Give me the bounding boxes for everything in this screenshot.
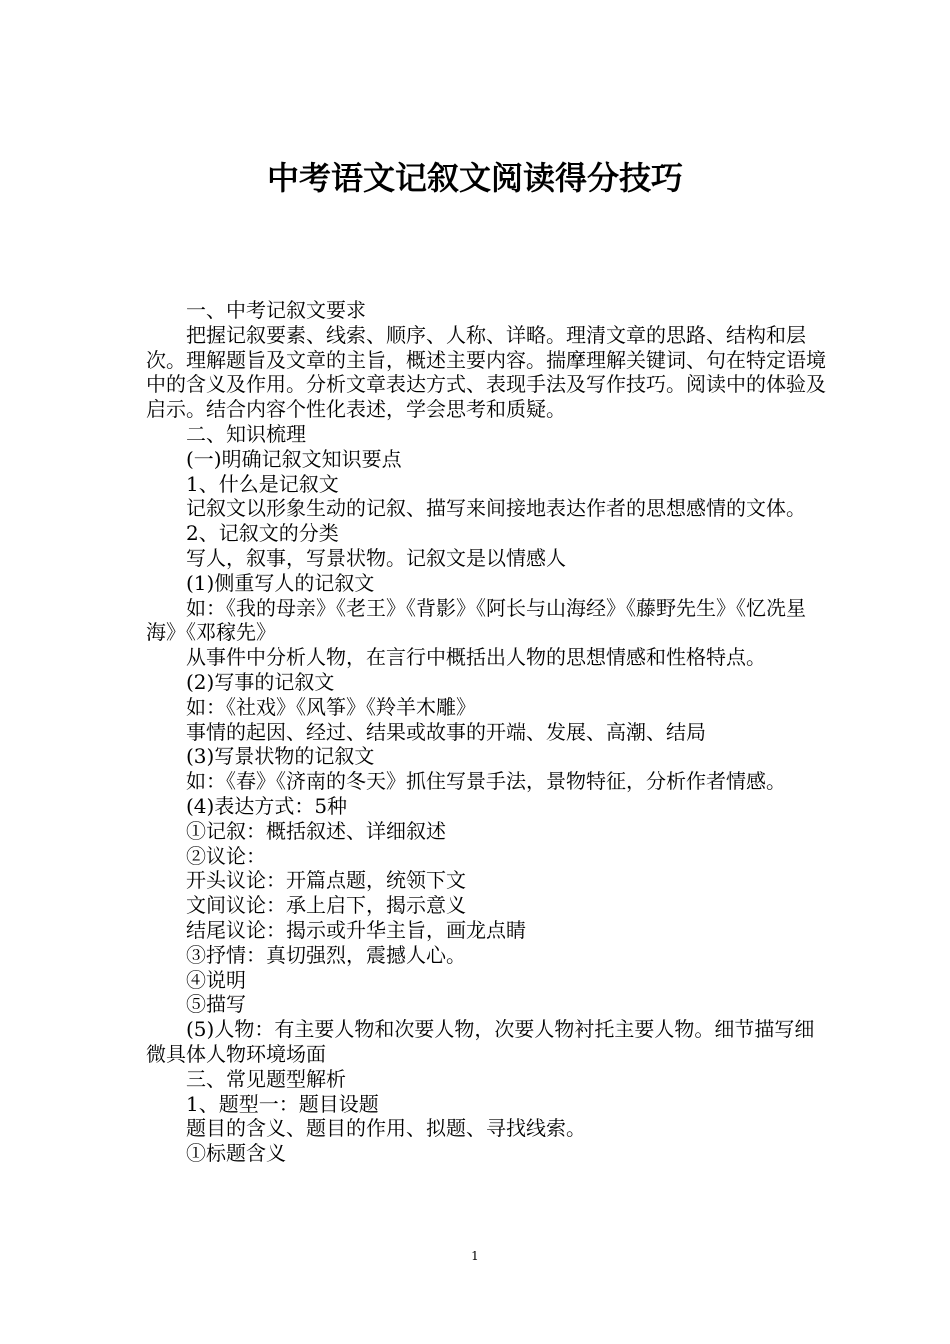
- item-heading: 1、什么是记叙文: [186, 471, 339, 496]
- list-item: ①标题含义: [186, 1141, 286, 1166]
- paragraph: 记叙文以形象生动的记叙、描写来间接地表达作者的思想感情的文体。: [186, 496, 806, 521]
- section-heading: 一、中考记叙文要求: [186, 298, 366, 322]
- item-heading: (3)写景状物的记叙文: [186, 744, 375, 769]
- paragraph: 如：《社戏》《风筝》《羚羊木雕》: [186, 694, 476, 719]
- subsection-heading: (一)明确记叙文知识要点: [186, 446, 402, 471]
- list-item: 结尾议论：揭示或升华主旨，画龙点睛: [186, 917, 526, 942]
- item-heading: 2、记叙文的分类: [186, 521, 339, 546]
- paragraph: 如：《我的母亲》《老王》《背影》《阿长与山海经》《藤野先生》《忆冼星海》《邓稼先》: [146, 595, 806, 645]
- list-item: 开头议论：开篇点题，统领下文: [186, 868, 466, 893]
- paragraph: 写人，叙事，写景状物。记叙文是以情感人: [186, 545, 566, 570]
- paragraph: 事情的起因、经过、结果或故事的开端、发展、高潮、结局: [186, 719, 706, 744]
- item-heading: (1)侧重写人的记叙文: [186, 570, 375, 595]
- page-number: 1: [471, 1249, 479, 1263]
- paragraph: 从事件中分析人物，在言行中概括出人物的思想情感和性格特点。: [186, 645, 766, 670]
- item-heading: (4)表达方式：5种: [186, 793, 348, 818]
- item-heading: (2)写事的记叙文: [186, 669, 335, 694]
- section-heading: 二、知识梳理: [186, 421, 306, 446]
- item-heading: 1、题型一：题目设题: [186, 1091, 379, 1116]
- list-item: ④说明: [186, 967, 246, 992]
- paragraph: 题目的含义、题目的作用、拟题、寻找线索。: [186, 1116, 586, 1141]
- list-item: ⑤描写: [186, 992, 246, 1017]
- paragraph: (5)人物：有主要人物和次要人物，次要人物衬托主要人物。细节描写细微具体人物环境场面: [146, 1017, 815, 1066]
- list-item: ②议论：: [186, 843, 266, 868]
- document-title: 中考语文记叙文阅读得分技巧: [266, 159, 683, 197]
- list-item: ③抒情：真切强烈，震撼人心。: [186, 942, 466, 967]
- section-heading: 三、常见题型解析: [186, 1066, 346, 1091]
- document-body: [146, 298, 826, 1166]
- paragraph: 把握记叙要素、线索、顺序、人称、详略。理清文章的思路、结构和层次。理解题旨及文章的主旨，概述主要内容。揣摩理解关键词、句在特定语境中的含义及作用。分析文章表达方式、表现手法及写作技巧。阅读中的体验及启示。结合内容个性化表述，学会思考和质疑。: [146, 322, 826, 422]
- paragraph: 如：《春》《济南的冬天》抓住写景手法，景物特征，分析作者情感。: [186, 769, 786, 794]
- list-item: ①记叙：概括叙述、详细叙述: [186, 818, 446, 843]
- list-item: 文间议论：承上启下，揭示意义: [186, 893, 466, 918]
